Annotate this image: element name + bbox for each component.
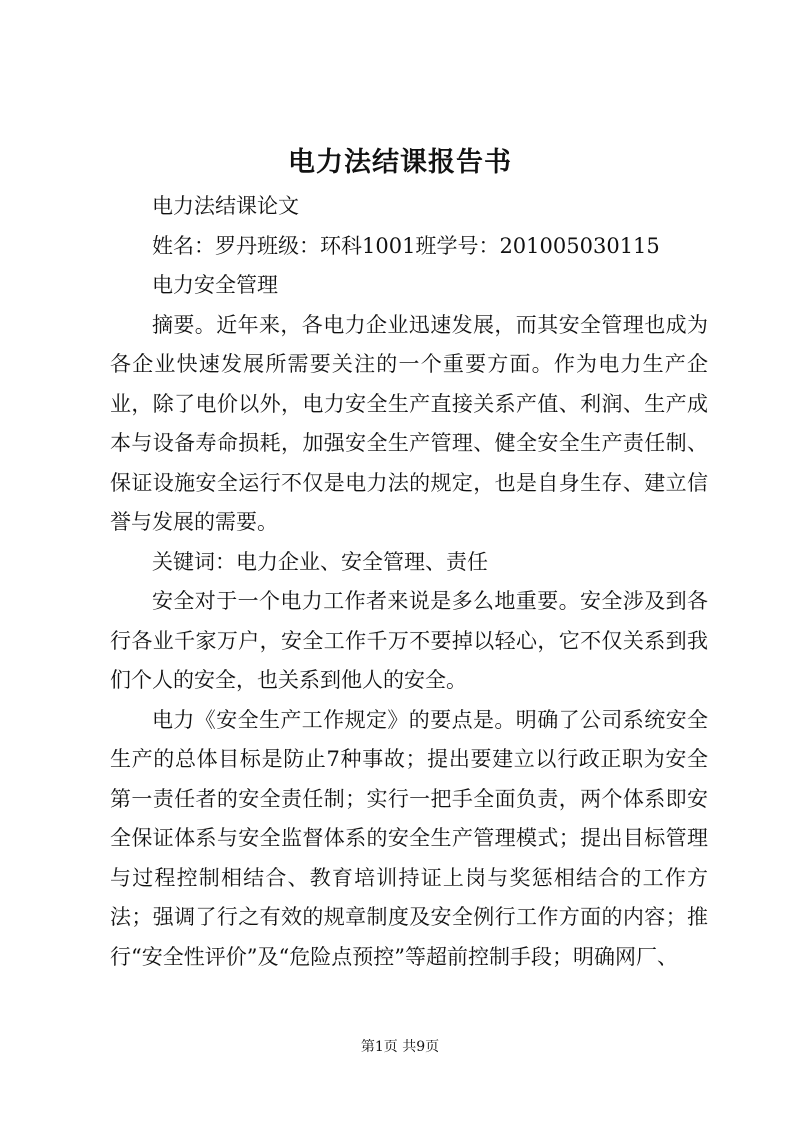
student-info: 姓名：罗丹班级：环科1001班学号：201005030115 <box>152 233 660 258</box>
document-title: 电力法结课报告书 <box>288 147 512 178</box>
abstract-paragraph: 摘要。近年来，各电力企业迅速发展，而其安全管理也成为各企业快速发展所需要关注的一个重要方面。作为电力生产企业，除了电价以外，电力安全生产直接关系产值、利润、生产成本与设备寿命损耗，加强安全生产管理、健全安全生产责任制、保证设施安全运行不仅是电力法的规定，也是自身生存、建立信誉与发展的需要。 <box>110 312 708 534</box>
body-paragraph: 电力《安全生产工作规定》的要点是。明确了公司系统安全生产的总体目标是防止7种事故；提出要建立以行政正职为安全第一责任者的安全责任制；实行一把手全面负责，两个体系即安全保证体系与安全监督体系的安全生产管理模式；提出目标管理与过程控制相结合、教育培训持证上岗与奖惩相结合的工作方法；强调了行之有效的规章制度及安全例行工作方面的内容；推行“安全性评价”及“危险点预控”等超前控制手段；明确网厂、 <box>110 707 708 969</box>
page-number-footer: 第1页 共9页 <box>360 1039 440 1055</box>
keywords-paragraph: 关键词：电力企业、安全管理、责任 <box>152 549 488 574</box>
section-heading: 电力安全管理 <box>152 273 278 297</box>
body-paragraph: 安全对于一个电力工作者来说是多么地重要。安全涉及到各行各业千家万户，安全工作千万不要掉以轻心，它不仅关系到我们个人的安全，也关系到他人的安全。 <box>110 589 708 692</box>
document-body <box>110 187 708 977</box>
paper-subtitle: 电力法结课论文 <box>152 194 299 218</box>
